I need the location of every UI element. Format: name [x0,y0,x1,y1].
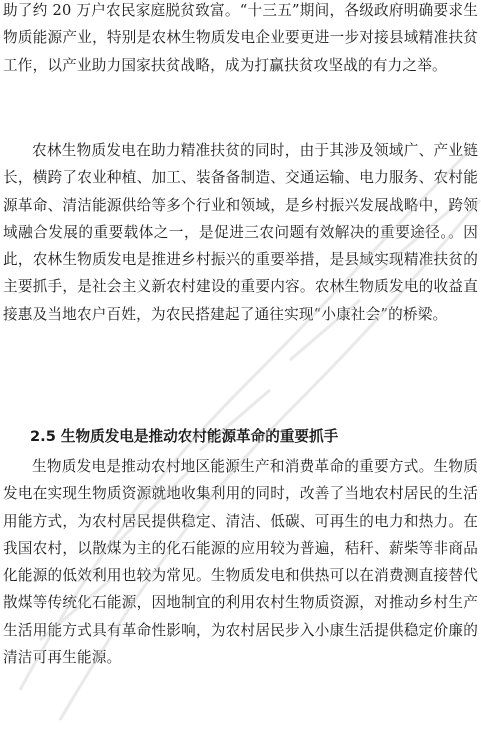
paragraph-3: 生物质发电是推动农村地区能源生产和消费革命的重要方式。生物质发电在实现生物质资源就地收集利用的同时，改善了当地农村居民的生活用能方式，为农村居民提供稳定、清洁、低碳、可再生的电力和热力。在我国农村，以散煤为主的化石能源的应用较为普遍，秸秆、薪柴等非商品化能源的低效利用也较为常见。生物质发电和供热可以在消费测直接替代散煤等传统化石能源，因地制宜的利用农村生物质资源，对推动乡村生产生活用能方式具有革命性影响，为农村居民步入小康生活提供稳定价廉的清洁可再生能源。 [3,458,478,667]
section-heading: 2.5 生物质发电是推动农村能源革命的重要抓手 [30,428,339,445]
paragraph-1: 助了约 20 万户农民家庭脱贫致富。“十三五”期间，各级政府明确要求生物质能源产业，特别是农林生物质发电企业要更进一步对接县域精准扶贫工作，以产业助力国家扶贫战略，成为打赢扶贫攻坚战的有力之举。 [3,2,478,74]
paragraph-2: 农林生物质发电在助力精准扶贫的同时，由于其涉及领域广、产业链长，横跨了农业种植、加工、装备备制造、交通运输、电力服务、农村能源革命、清洁能源供给等多个行业和领域，是乡村振兴发展战略中，跨领域融合发展的重要载体之一，是促进三农问题有效解决的重要途径。。因此，农林生物质发电是推进乡村振兴的重要举措，是县域实现精准扶贫的主要抓手，是社会主义新农村建设的重要内容。农林生物质发电的收益直接惠及当地农户百姓，为农民搭建起了通往实现“小康社会”的桥梁。 [3,142,478,323]
